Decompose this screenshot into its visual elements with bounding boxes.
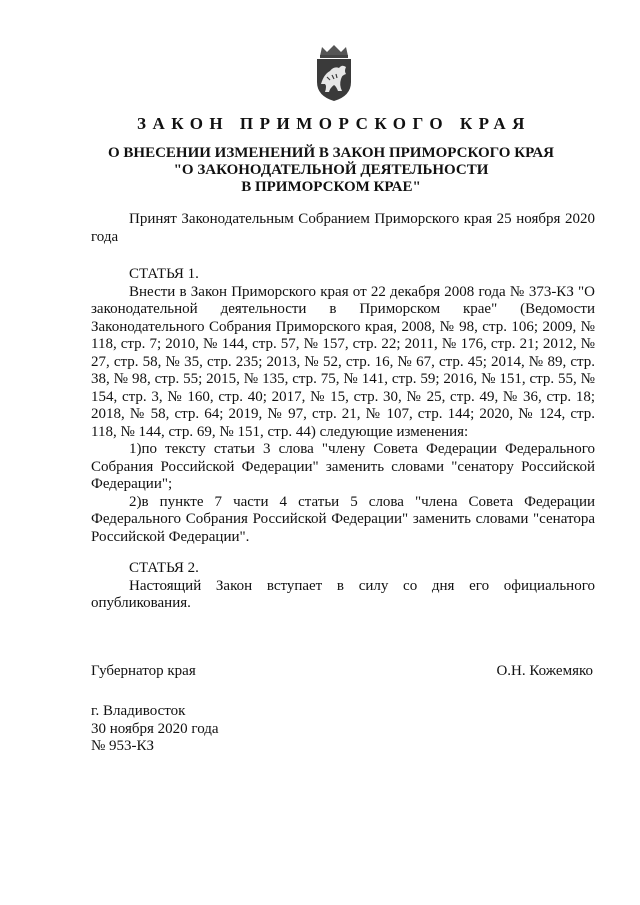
footer-date: 30 ноября 2020 года	[91, 720, 219, 737]
footer-city: г. Владивосток	[91, 703, 186, 719]
article-2-text: Настоящий Закон вступает в силу со дня его официального опубликования.	[91, 577, 595, 611]
primorsky-krai-coat-of-arms-icon	[312, 44, 356, 102]
article-2-heading: СТАТЬЯ 2.	[129, 560, 199, 576]
law-subtitle	[0, 145, 640, 196]
footer-number: № 953-КЗ	[91, 738, 155, 754]
subtitle-line: "О ЗАКОНОДАТЕЛЬНОЙ ДЕЯТЕЛЬНОСТИ	[173, 162, 489, 178]
accepted-statement: Принят Законодательным Собранием Приморского края 25 ноября 2020 года	[91, 211, 595, 245]
law-title: ЗАКОН ПРИМОРСКОГО КРАЯ	[137, 114, 531, 133]
signer-name: О.Н. Кожемяко	[496, 663, 593, 679]
article-2	[91, 560, 595, 613]
article-1-item-2: 2)в пункте 7 части 4 статьи 5 слова "члена Совета Федерации Федерального Собрания Российской Федерации" заменить словами "сенатора Российской Федерации".	[91, 493, 595, 545]
subtitle-line: О ВНЕСЕНИИ ИЗМЕНЕНИЙ В ЗАКОН ПРИМОРСКОГО КРАЯ	[108, 145, 554, 161]
signer-position: Губернатор края	[91, 663, 196, 679]
article-1-item-1: 1)по тексту статьи 3 слова "члену Совета Федерации Федерального Собрания Российской Федерации" заменить словами "сенатору Российской Федерации";	[91, 441, 595, 492]
subtitle-line: В ПРИМОРСКОМ КРАЕ"	[241, 179, 421, 195]
document-footer	[91, 703, 219, 756]
article-1-intro: Внести в Закон Приморского края от 22 декабря 2008 года № 373-КЗ "О законодательной деятельности в Приморском крае" (Ведомости Законодательного Собрания Приморского края, 2008, № 98, стр. 106; 2009, № 118, стр. 7; 2010, № 144, стр. 57, № 157, стр. 22; 2011, № 176, стр. 21; 2012, № 27, стр. 58, № 35, стр. 235; 2013, № 52, стр. 16, № 67, стр. 45; 2014, № 89, стр. 38, № 98, стр. 55; 2015, № 135, стр. 75, № 141, стр. 59; 2016, № 151, стр. 55, № 154, стр. 3, № 160, стр. 40; 2017, № 15, стр. 30, № 25, стр. 49, № 36, стр. 18; 2018, № 58, стр. 64; 2019, № 97, стр. 21, № 107, стр. 144; 2020, № 124, стр. 118, № 144, стр. 69, № 151, стр. 44) следующие изменения:	[91, 283, 595, 440]
article-1-heading: СТАТЬЯ 1.	[129, 266, 199, 282]
article-1	[91, 266, 595, 546]
